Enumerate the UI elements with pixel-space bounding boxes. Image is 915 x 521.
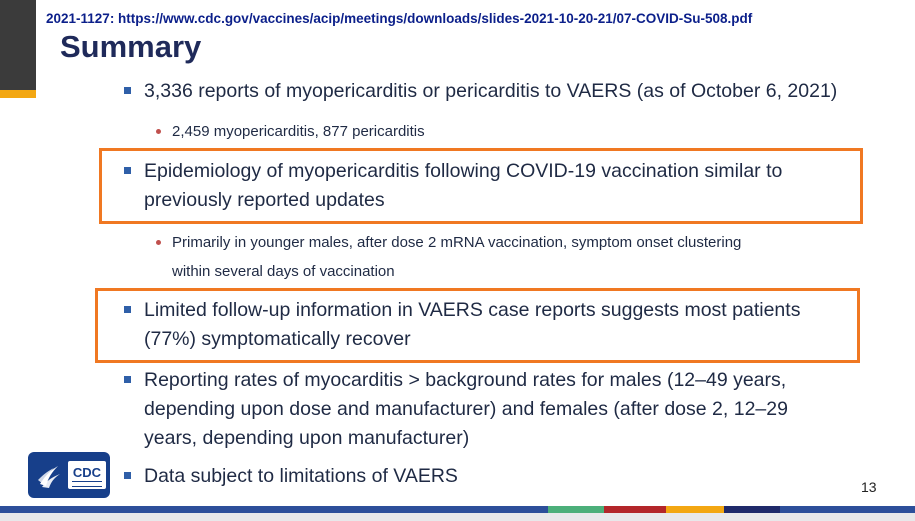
bullet-text-line: years, depending upon manufacturer) xyxy=(144,427,470,449)
bullet-text-line: Epidemiology of myopericarditis following COVID-19 vaccination similar to xyxy=(144,160,783,182)
footer-bar-orange xyxy=(666,506,724,513)
sub-bullet-text-line: within several days of vaccination xyxy=(172,263,395,280)
bullet-item-4 xyxy=(144,366,788,453)
bullet-item-1 xyxy=(144,77,837,106)
bullet-square-icon xyxy=(124,376,131,383)
sub-bullet-dot-icon xyxy=(156,240,161,245)
source-url-text: 2021-1127: https://www.cdc.gov/vaccines/acip/meetings/downloads/slides-2021-10-20-21/07-COVID-Su-508.pdf xyxy=(46,11,753,26)
sub-bullet-item-2 xyxy=(172,228,741,286)
cdc-logo-underline xyxy=(72,481,102,487)
sub-bullet-dot-icon xyxy=(156,129,161,134)
sub-bullet-item-1 xyxy=(172,117,425,146)
bullet-item-2 xyxy=(144,157,782,215)
slide-title: Summary xyxy=(60,29,202,64)
cdc-logo-mark xyxy=(68,461,106,489)
footer-line xyxy=(0,513,915,521)
hhs-eagle-icon xyxy=(36,460,62,490)
left-accent-stripe xyxy=(0,90,36,98)
bullet-square-icon xyxy=(124,306,131,313)
footer-bar-blue-right xyxy=(780,506,915,513)
bullet-text-line: (77%) symptomatically recover xyxy=(144,328,411,350)
cdc-logo-text: CDC xyxy=(72,464,102,480)
bullet-item-3 xyxy=(144,296,800,354)
bullet-text-line: previously reported updates xyxy=(144,189,385,211)
footer-bar-blue xyxy=(0,506,548,513)
bullet-text-line: depending upon dose and manufacturer) and females (after dose 2, 12–29 xyxy=(144,398,788,420)
bullet-square-icon xyxy=(124,472,131,479)
page-number: 13 xyxy=(861,479,877,495)
bullet-text: 3,336 reports of myopericarditis or pericarditis to VAERS (as of October 6, 2021) xyxy=(144,80,838,102)
bullet-item-5 xyxy=(144,462,458,491)
bullet-square-icon xyxy=(124,87,131,94)
bullet-text: Data subject to limitations of VAERS xyxy=(144,465,458,487)
bullet-text-line: Reporting rates of myocarditis > background rates for males (12–49 years, xyxy=(144,369,787,391)
footer-bar-navy xyxy=(724,506,780,513)
left-accent-bar xyxy=(0,0,36,90)
sub-bullet-text: 2,459 myopericarditis, 877 pericarditis xyxy=(172,123,425,140)
footer-bar-green xyxy=(548,506,604,513)
sub-bullet-text-line: Primarily in younger males, after dose 2 mRNA vaccination, symptom onset clustering xyxy=(172,234,742,251)
cdc-logo xyxy=(28,452,110,498)
footer-bar-red xyxy=(604,506,666,513)
bullet-text-line: Limited follow-up information in VAERS case reports suggests most patients xyxy=(144,299,801,321)
bullet-square-icon xyxy=(124,167,131,174)
